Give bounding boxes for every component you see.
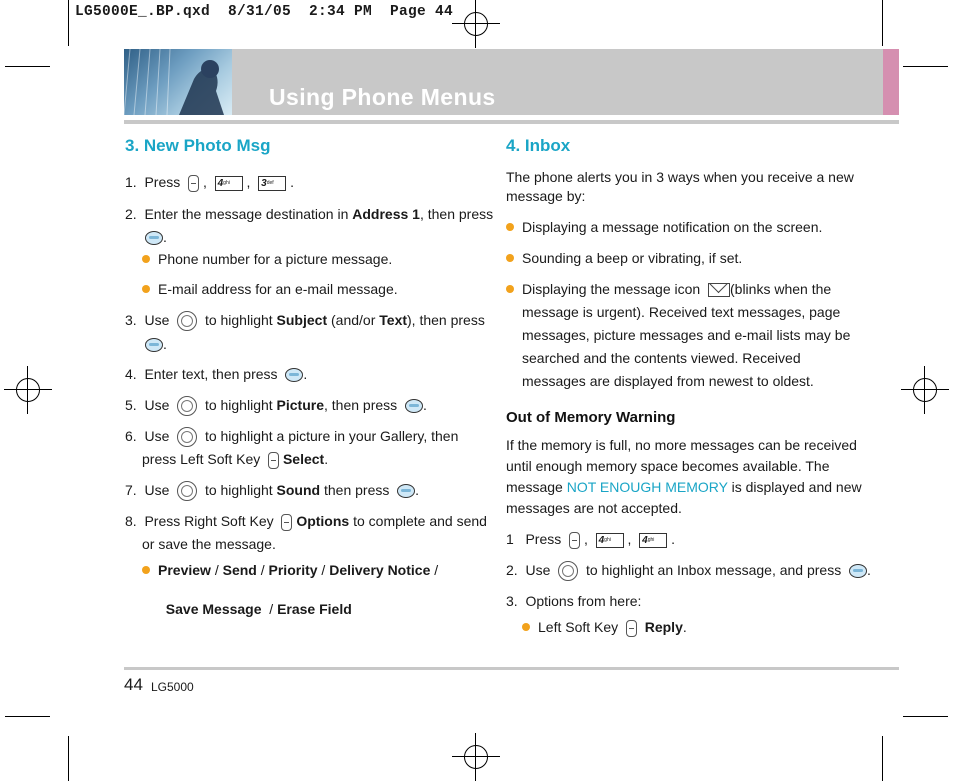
separator: , <box>202 174 207 190</box>
step-text: to highlight <box>204 397 277 413</box>
nav-key-icon <box>558 561 578 581</box>
separator: / <box>261 601 278 617</box>
memory-para-line-4: messages are not accepted. <box>506 500 682 516</box>
page-title: Using Phone Menus <box>269 84 496 110</box>
step-number: 3. <box>506 593 518 609</box>
bullet-beep: Sounding a beep or vibrating, if set. <box>522 250 743 266</box>
bullet-icon <box>506 223 514 231</box>
bullet-message-icon-line-5: messages are displayed from newest to oldest. <box>522 373 814 389</box>
step-6-cont <box>142 450 328 469</box>
step-bold: Sound <box>276 482 321 498</box>
bullet-text: (blinks when the <box>730 281 832 297</box>
step-text: Press Right Soft Key <box>144 513 274 529</box>
option-send: Send <box>222 562 257 578</box>
step-text: Use <box>144 482 170 498</box>
bullet-phone-number: Phone number for a picture message. <box>158 251 393 267</box>
step-7 <box>125 481 419 501</box>
ok-key-icon <box>145 338 163 352</box>
inbox-step-3 <box>506 592 641 610</box>
step-bold: Subject <box>276 312 328 328</box>
period: . <box>415 482 420 498</box>
inbox-step-2 <box>506 561 871 581</box>
period: . <box>324 451 329 467</box>
separator: / <box>210 562 223 578</box>
separator: , <box>583 531 588 547</box>
header-photo-art <box>124 49 232 115</box>
bullet-icon <box>522 623 530 631</box>
crop-mark <box>5 716 50 717</box>
step-8-cont: or save the message. <box>142 536 276 552</box>
step-text: to highlight <box>204 312 277 328</box>
reply-option: Reply <box>644 619 683 635</box>
registration-mark <box>901 366 949 414</box>
soft-key-icon <box>626 620 637 637</box>
separator: / <box>317 562 330 578</box>
period: . <box>163 336 167 352</box>
step-number: 7. <box>125 482 137 498</box>
option-priority: Priority <box>268 562 318 578</box>
key-4-icon <box>215 176 243 191</box>
step-6 <box>125 427 458 447</box>
step-text: Press <box>144 174 181 190</box>
period: . <box>163 229 167 245</box>
option-erase-field: Erase Field <box>277 601 352 617</box>
step-text: Enter the message destination in <box>144 206 353 222</box>
soft-key-icon <box>281 514 292 531</box>
step-text: Press <box>525 531 562 547</box>
crop-mark <box>882 0 883 46</box>
period: . <box>682 619 687 635</box>
step-text: then press <box>320 482 390 498</box>
memory-para-line-2: until enough memory space becomes available. The <box>506 458 830 474</box>
inbox-intro-line-2: message by: <box>506 188 586 204</box>
model-name: LG5000 <box>151 680 194 694</box>
step-number: 6. <box>125 428 137 444</box>
step-text: to complete and send <box>349 513 487 529</box>
step-number: 3. <box>125 312 137 328</box>
step-text: , then press <box>419 206 494 222</box>
step-number: 1 <box>506 531 514 547</box>
period: . <box>290 174 294 190</box>
registration-mark <box>452 0 500 48</box>
step-text: Enter text, then press <box>144 366 278 382</box>
period: . <box>671 531 675 547</box>
key-digit: 4 <box>642 534 648 546</box>
step-bold: Text <box>379 312 408 328</box>
key-letters: ghi <box>604 536 611 543</box>
crop-mark <box>5 66 50 67</box>
step-1 <box>125 173 294 192</box>
bullet-icon <box>506 285 514 293</box>
step-text: Use <box>525 562 551 578</box>
step-2 <box>125 205 493 223</box>
bullet-text: Displaying the message icon <box>522 281 701 297</box>
step-text: ), then press <box>407 312 485 328</box>
key-digit: 4 <box>217 177 224 189</box>
step-text: to highlight a picture in your Gallery, then <box>204 428 459 444</box>
ok-key-icon <box>145 231 163 245</box>
period: . <box>422 397 427 413</box>
step-text: press Left Soft Key <box>142 451 261 467</box>
footer-rule <box>124 667 899 670</box>
subheading-out-of-memory: Out of Memory Warning <box>506 409 676 426</box>
section-heading-new-photo-msg: 3. New Photo Msg <box>125 136 271 155</box>
page-number: 44 <box>124 675 143 694</box>
bullet-icon <box>142 285 150 293</box>
bullet-icon <box>506 254 514 262</box>
step-number: 8. <box>125 513 137 529</box>
ok-key-icon <box>285 368 303 382</box>
step-5 <box>125 396 427 416</box>
soft-key-icon <box>268 452 279 469</box>
key-3-icon <box>258 176 286 191</box>
step-8 <box>125 512 487 531</box>
step-text: Options from here: <box>525 593 642 609</box>
step-number: 2. <box>125 206 137 222</box>
options-list-line-2 <box>158 582 352 618</box>
key-digit: 4 <box>598 534 605 546</box>
bullet-icon <box>142 255 150 263</box>
bullet-email-address: E-mail address for an e-mail message. <box>158 281 398 297</box>
registration-mark <box>4 366 52 414</box>
separator: / <box>256 562 269 578</box>
separator: , <box>627 531 632 547</box>
separator: / <box>430 562 439 578</box>
nav-key-icon <box>177 427 197 447</box>
crop-mark <box>903 66 948 67</box>
step-4 <box>125 365 307 383</box>
step-text: to highlight <box>204 482 277 498</box>
nav-key-icon <box>177 311 197 331</box>
step-3 <box>125 311 485 331</box>
inbox-step-1 <box>506 530 675 549</box>
crop-mark <box>882 736 883 781</box>
step-text: to highlight an Inbox message, and press <box>585 562 842 578</box>
inbox-intro-line-1: The phone alerts you in 3 ways when you receive a new <box>506 169 854 185</box>
bullet-message-icon-line-1 <box>522 280 831 298</box>
bullet-message-icon-line-3: messages, picture messages and e-mail lists may be <box>522 327 851 343</box>
option-save-message: Save Message <box>165 601 262 617</box>
bullet-notification: Displaying a message notification on the screen. <box>522 219 823 235</box>
soft-key-icon <box>188 175 199 192</box>
soft-key-icon <box>569 532 580 549</box>
registration-mark <box>452 733 500 781</box>
step-text: Use <box>144 312 170 328</box>
section-tab <box>883 49 899 115</box>
key-4-icon <box>596 533 624 548</box>
memory-para-line-3 <box>506 478 862 496</box>
header-photo <box>124 49 232 115</box>
bullet-message-icon-line-4: searched and the contents viewed. Received <box>522 350 801 366</box>
para-text: message <box>506 479 567 495</box>
option-delivery-notice: Delivery Notice <box>329 562 431 578</box>
bullet-icon <box>142 566 150 574</box>
step-text: , then press <box>324 397 398 413</box>
ok-key-icon <box>397 484 415 498</box>
period: . <box>867 562 871 578</box>
ok-key-icon <box>405 399 423 413</box>
key-letters: ghi <box>647 536 655 543</box>
step-number: 5. <box>125 397 137 413</box>
ok-key-icon <box>849 564 867 578</box>
step-bold: Picture <box>276 397 325 413</box>
step-3-cont <box>145 335 167 353</box>
memory-para-line-1: If the memory is full, no more messages can be received <box>506 437 857 453</box>
separator: , <box>246 174 251 190</box>
step-bold: Options <box>296 513 350 529</box>
crop-mark <box>903 716 948 717</box>
step-text: (and/or <box>327 312 380 328</box>
memory-warning-message: NOT ENOUGH MEMORY <box>566 479 728 495</box>
crop-mark <box>68 0 69 46</box>
print-slug: LG5000E_.BP.qxd 8/31/05 2:34 PM Page 44 <box>75 4 454 20</box>
option-preview: Preview <box>158 562 211 578</box>
envelope-icon <box>708 283 730 297</box>
key-4-icon <box>639 533 667 548</box>
header-rule <box>124 120 899 124</box>
key-letters: ghi <box>223 179 230 186</box>
section-heading-inbox: 4. Inbox <box>506 136 571 155</box>
bullet-message-icon-line-2: message is urgent). Received text messages, page <box>522 304 841 320</box>
crop-mark <box>68 736 69 781</box>
step-number: 1. <box>125 174 137 190</box>
step-2-cont <box>145 228 167 246</box>
key-digit: 3 <box>261 177 267 189</box>
bullet-left-soft-key <box>538 618 687 637</box>
step-bold: Address 1 <box>352 206 420 222</box>
para-text: is displayed and new <box>727 479 862 495</box>
options-list-line-1 <box>158 561 438 579</box>
step-text: Use <box>144 428 170 444</box>
step-number: 2. <box>506 562 518 578</box>
key-letters: def <box>266 179 274 186</box>
nav-key-icon <box>177 481 197 501</box>
step-number: 4. <box>125 366 137 382</box>
bullet-text: Left Soft Key <box>538 619 619 635</box>
step-text: Use <box>144 397 170 413</box>
nav-key-icon <box>177 396 197 416</box>
period: . <box>303 366 308 382</box>
step-bold: Select <box>282 451 325 467</box>
